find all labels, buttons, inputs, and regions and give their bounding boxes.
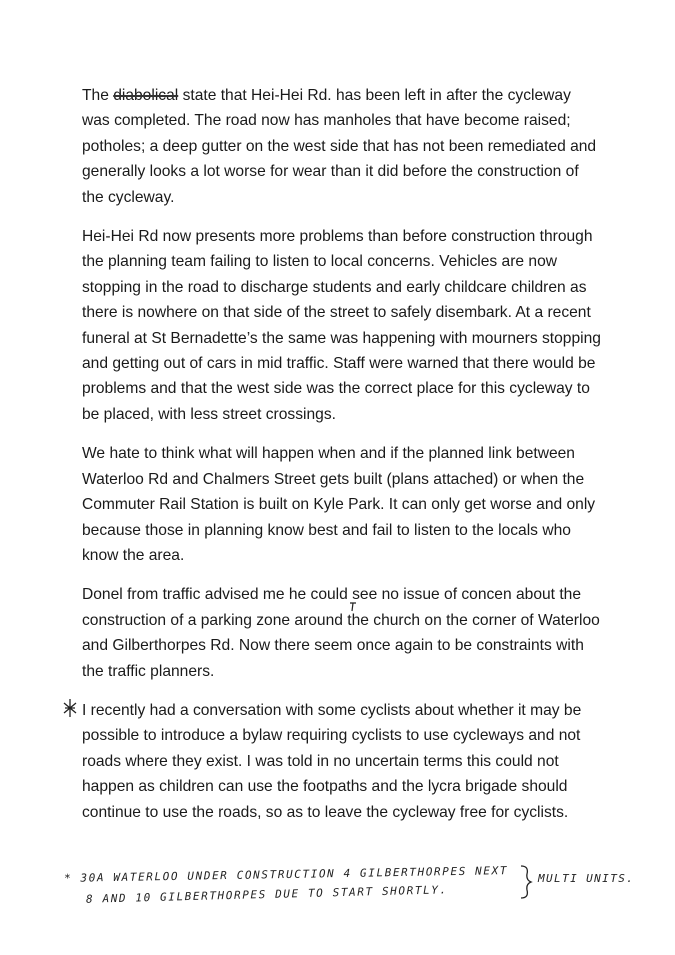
handwritten-note <box>64 860 644 920</box>
letter-body <box>82 83 602 839</box>
handwritten-note-line-1: * 30A WATERLOO UNDER CONSTRUCTION 4 GILBERTHORPES NEXT <box>63 864 509 885</box>
paragraph-1 <box>82 83 602 210</box>
paragraph-4: Donel from traffic advised me he could see no issue of concen about the construction of a parking zone around the church on the corner of Waterloo and Gilberthorpes Rd. Now there seem once again to be constraints with the traffic planners. <box>82 586 600 680</box>
struck-word: diabolical <box>113 87 179 104</box>
paragraph-2: Hei-Hei Rd now presents more problems than before construction through the planning team failing to listen to local concerns. Vehicles are now stopping in the road to discharge students and early childcare children as there is nowhere on that side of the street to safely disembark. At a recent funeral at St Bernadette’s the same was happening with mourners stopping and getting out of cars in mid traffic. Staff were warned that there would be problems and that the west side was the correct place for this cycleway to be placed, with less street crossings. <box>82 228 601 423</box>
paragraph-1-prefix: The <box>82 87 114 104</box>
handwritten-insertion-mark <box>349 602 357 612</box>
paragraph-1-rest: state that Hei-Hei Rd. has been left in after the cycleway was completed. The road now has manholes that have become raised; potholes; a deep gutter on the west side that has not been remediated and generally looks a lot worse for wear than it did before the construction of the cycleway. <box>82 87 597 206</box>
handwritten-brace-icon <box>519 864 533 900</box>
paragraph-5: I recently had a conversation with some cyclists about whether it may be possible to introduce a bylaw requiring cyclists to use cycleways and not roads where they exist. I was told in no uncertain terms this could not happen as children can use the footpaths and the lycra brigade should continue to use the roads, so as to leave the cycleway free for cyclists. <box>82 701 582 821</box>
paragraph-3: We hate to think what will happen when and if the planned link between Waterloo Rd and Chalmers Street gets built (plans attached) or when the Commuter Rail Station is built on Kyle Park. It can only get worse and only because those in planning know best and fail to listen to the locals who know the area. <box>82 445 596 564</box>
handwritten-asterisk-icon <box>62 697 78 719</box>
handwritten-note-side: MULTI UNITS. <box>538 872 635 885</box>
handwritten-note-line-2: 8 AND 10 GILBERTHORPES DUE TO START SHORTLY. <box>85 883 448 906</box>
